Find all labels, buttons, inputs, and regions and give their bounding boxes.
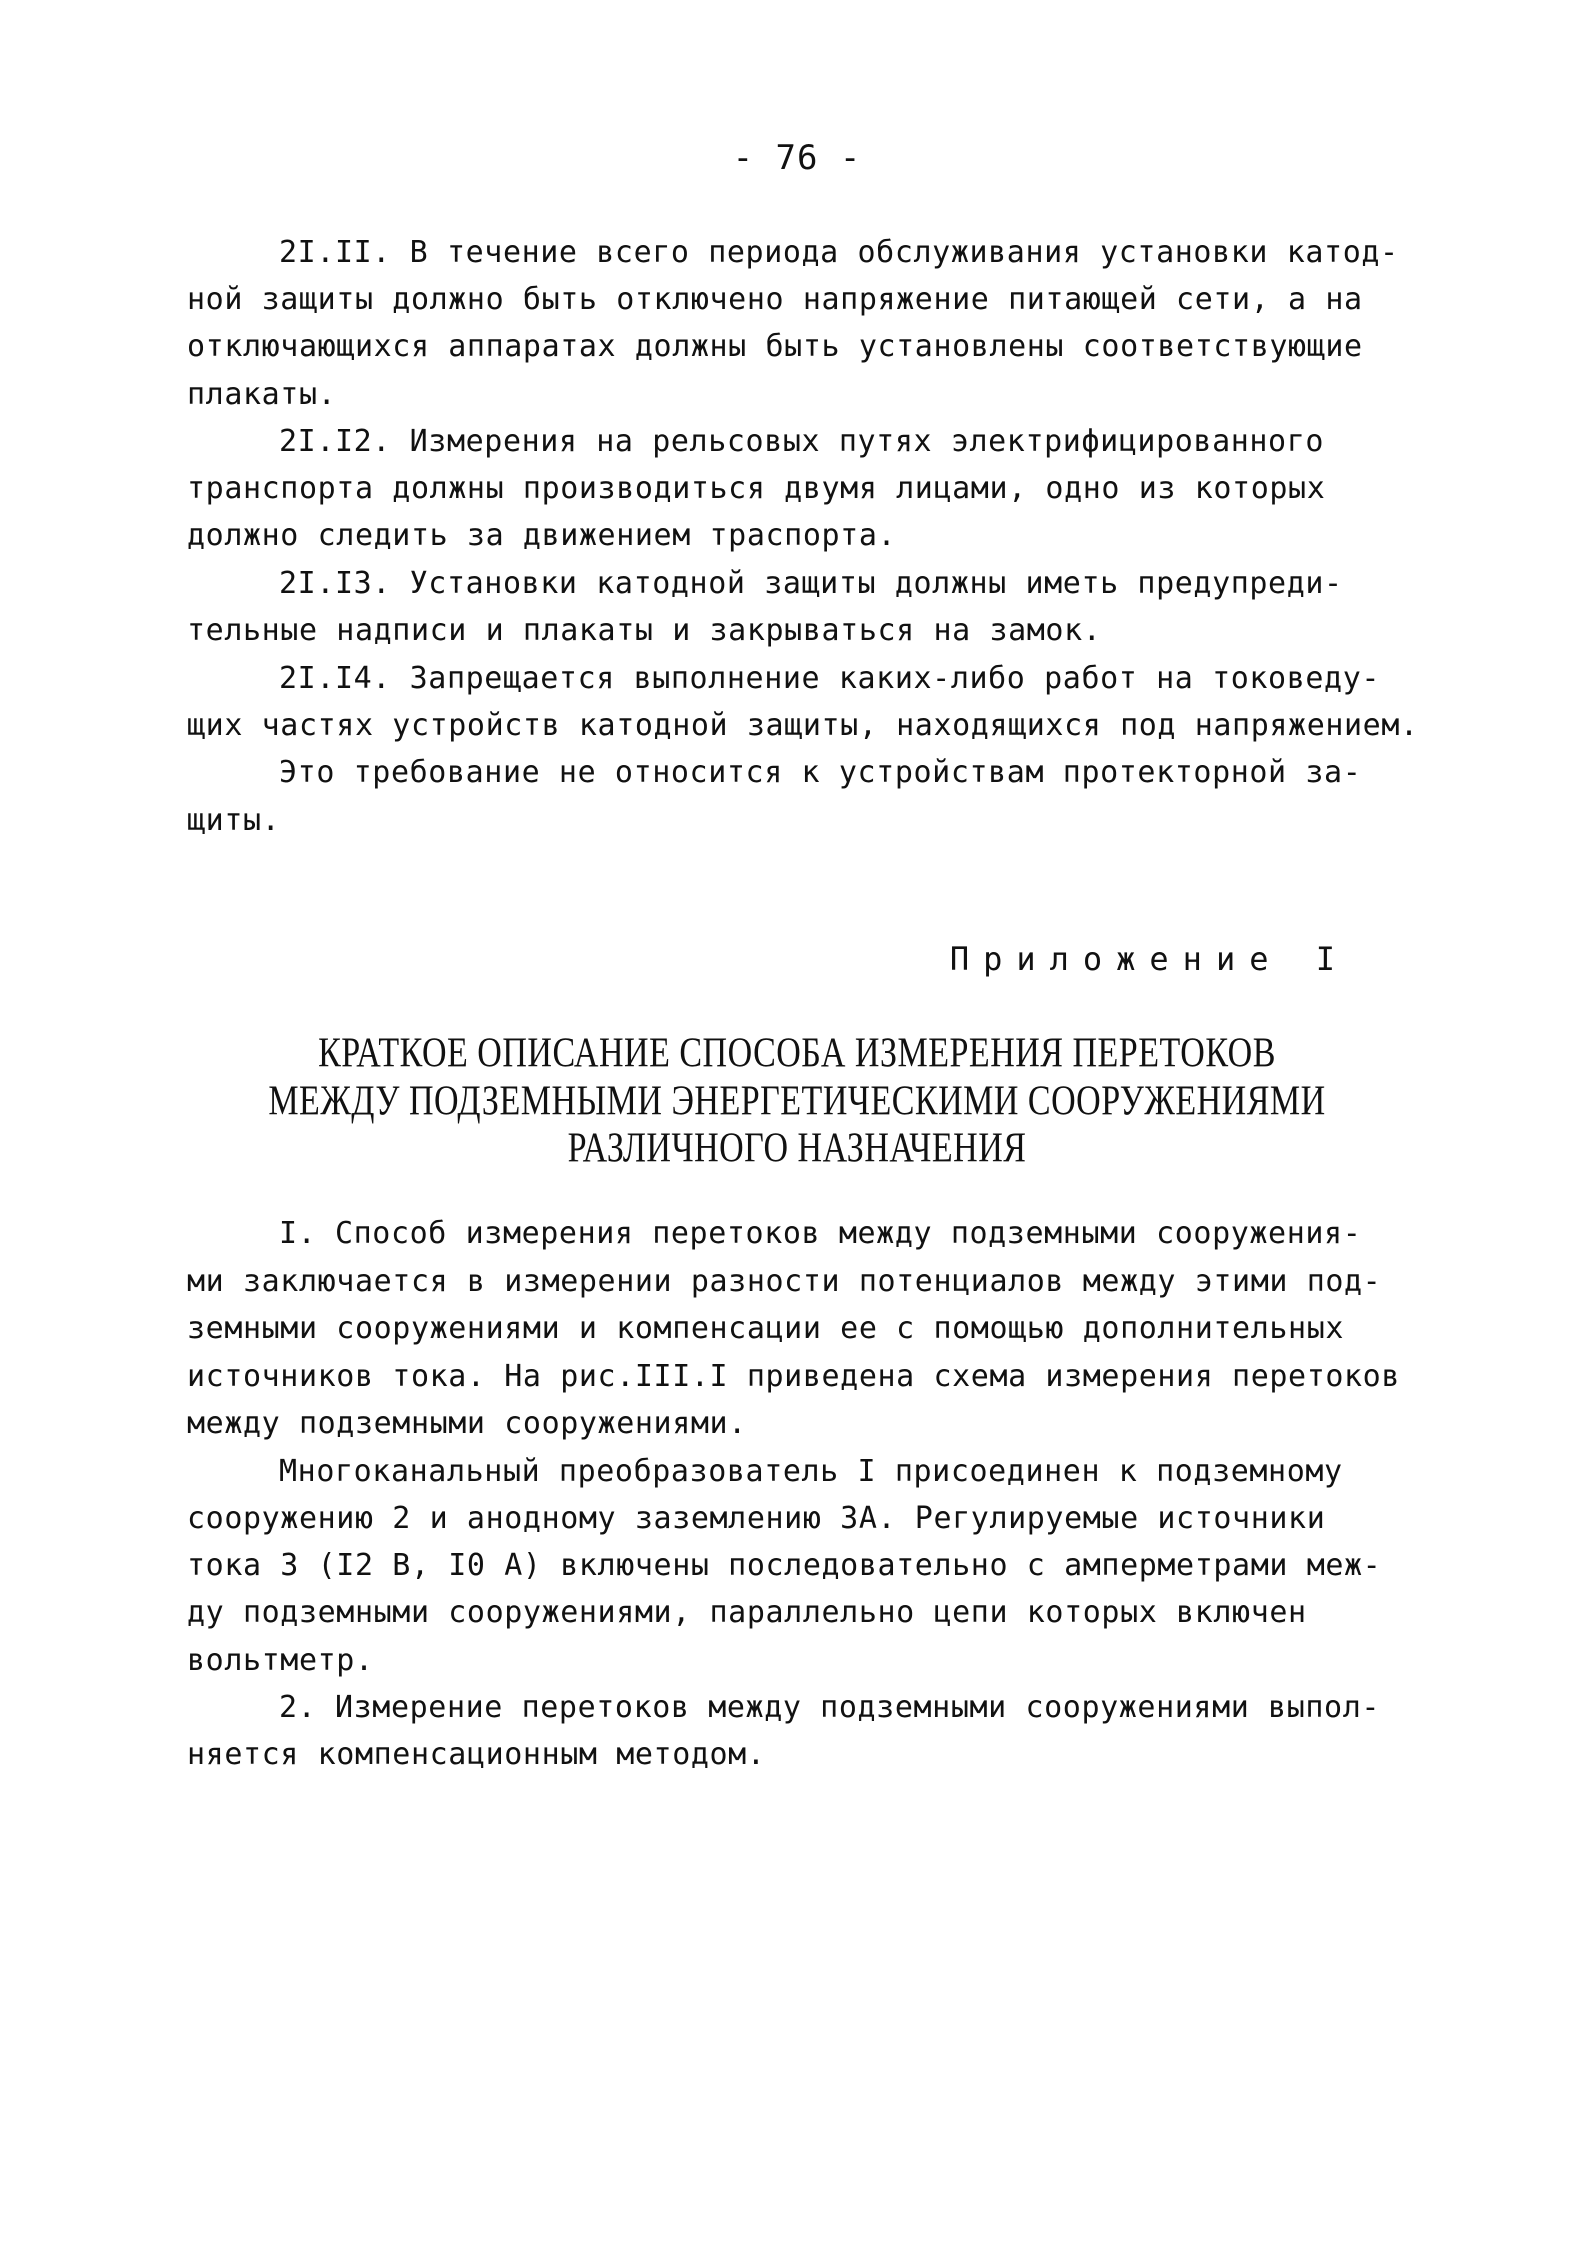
text-line: земными сооружениями и компенсации ее с помощью дополнительных	[187, 1311, 1345, 1346]
appendix-title-line: КРАТКОЕ ОПИСАНИЕ СПОСОБА ИЗМЕРЕНИЯ ПЕРЕТОКОВ	[318, 1030, 1276, 1077]
appendix-title-line: РАЗЛИЧНОГО НАЗНАЧЕНИЯ	[567, 1125, 1027, 1172]
text-line: транспорта должны производиться двумя лицами, одно из которых	[187, 471, 1326, 506]
text-line: Это требование не относится к устройствам протекторной за-	[279, 755, 1362, 790]
text-line: няется компенсационным методом.	[187, 1737, 766, 1772]
text-line: тельные надписи и плакаты и закрываться на замок.	[187, 613, 1102, 648]
text-line: сооружению 2 и анодному заземлению 3А. Регулируемые источники	[187, 1501, 1326, 1536]
text-line: ной защиты должно быть отключено напряжение питающей сети, а на	[187, 282, 1363, 317]
text-line: 2. Измерение перетоков между подземными сооружениями выпол-	[279, 1690, 1381, 1725]
text-line: ми заключается в измерении разности потенциалов между этими под-	[187, 1264, 1382, 1299]
text-line: между подземными сооружениями.	[187, 1406, 747, 1441]
text-line: вольтметр.	[187, 1643, 374, 1678]
appendix-title-line: МЕЖДУ ПОДЗЕМНЫМИ ЭНЕРГЕТИЧЕСКИМИ СООРУЖЕНИЯМИ	[268, 1078, 1326, 1125]
text-line: тока 3 (I2 В, I0 А) включены последовательно с амперметрами меж-	[187, 1548, 1382, 1583]
text-line: 2I.II. В течение всего периода обслуживания установки катод-	[279, 235, 1399, 270]
appendix-label: Приложение I	[949, 940, 1349, 978]
text-line: отключающихся аппаратах должны быть установлены соответствующие	[187, 329, 1363, 364]
text-line: щиты.	[187, 803, 281, 838]
text-line: 2I.I2. Измерения на рельсовых путях электрифицированного	[279, 424, 1325, 459]
text-line: I. Способ измерения перетоков между подземными сооружения-	[279, 1216, 1362, 1251]
text-line: источников тока. На рис.III.I приведена схема измерения перетоков	[187, 1359, 1400, 1394]
text-line: 2I.I3. Установки катодной защиты должны иметь предупреди-	[279, 566, 1343, 601]
text-line: 2I.I4. Запрещается выполнение каких-либо работ на токоведу-	[279, 661, 1381, 696]
text-line: Многоканальный преобразователь I присоединен к подземному	[279, 1454, 1343, 1489]
page-number: - 76 -	[732, 138, 862, 178]
text-line: должно следить за движением траспорта.	[187, 518, 897, 553]
text-line: щих частях устройств катодной защиты, находящихся под напряжением.	[187, 708, 1419, 743]
text-line: ду подземными сооружениями, параллельно цепи которых включен	[187, 1595, 1307, 1630]
text-line: плакаты.	[187, 377, 337, 412]
